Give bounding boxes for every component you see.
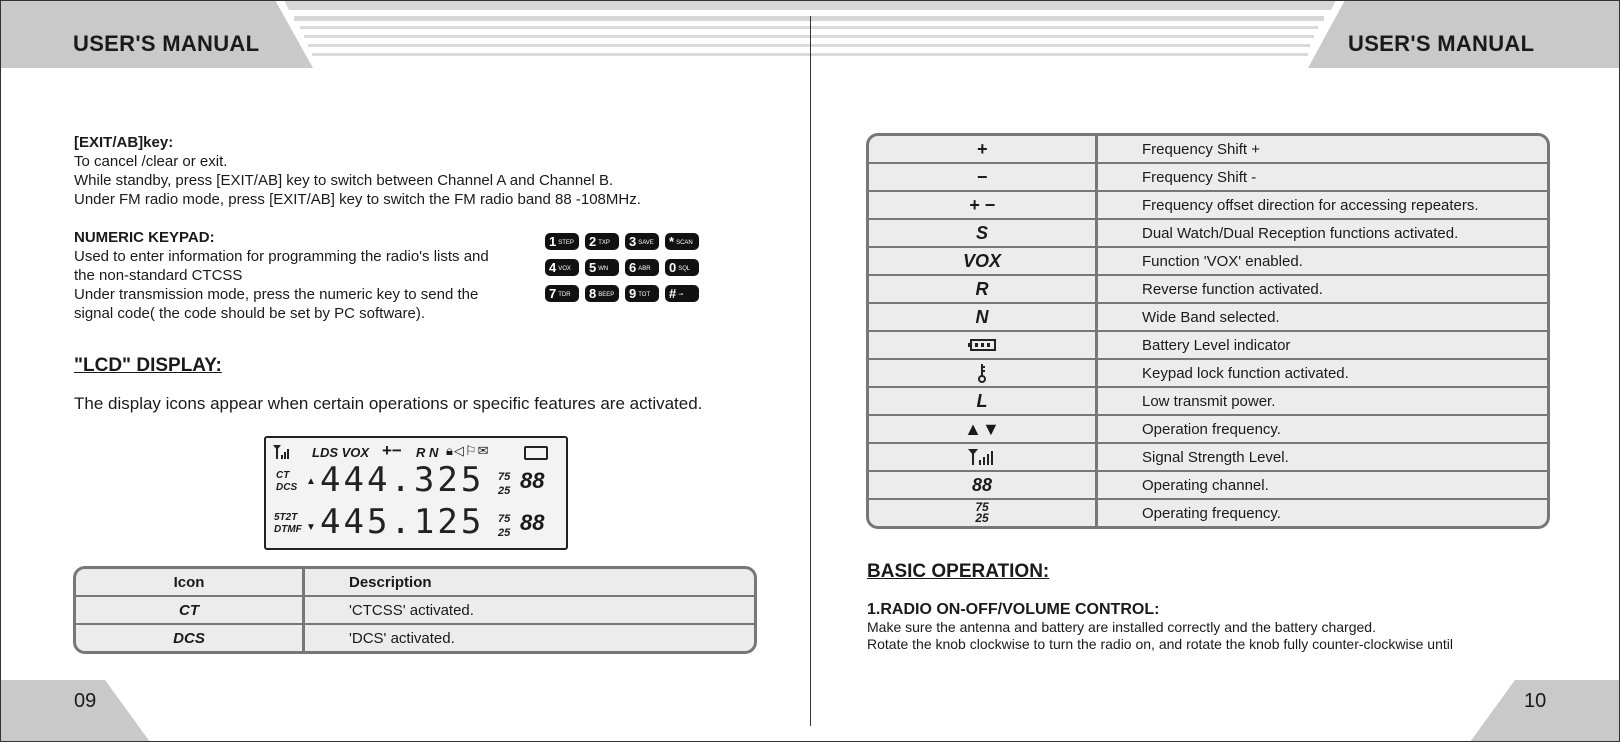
keypad-key-main: 0	[669, 260, 677, 275]
exit-key-line: While standby, press [EXIT/AB] key to switch between Channel A and Channel B.	[74, 172, 614, 189]
lcd-section-title: "LCD" DISPLAY:	[74, 355, 222, 376]
lcd-up-arrow: ▲	[306, 476, 316, 487]
keypad-key-main: #	[669, 286, 677, 301]
numeric-keypad-line: signal code( the code should be set by PC software).	[74, 305, 426, 322]
lcd-row1-sub	[498, 470, 510, 498]
table-cell-description: 'CTCSS' activated.	[304, 596, 755, 624]
lcd-row2-label-a: 5T2T	[274, 512, 298, 523]
exit-key-section	[74, 133, 641, 209]
minus-icon: −	[869, 163, 1097, 191]
icon-description-table	[866, 133, 1550, 529]
lcd-row1-labels	[276, 470, 297, 494]
keypad-key-sub: WN	[598, 266, 609, 272]
table-row	[76, 624, 754, 651]
basic-operation-title: BASIC OPERATION:	[867, 561, 1050, 582]
table-row	[869, 219, 1547, 247]
s-icon: S	[869, 219, 1097, 247]
r-icon: R	[869, 275, 1097, 303]
keypad-key-main: 9	[629, 286, 637, 301]
keypad-key	[625, 285, 659, 302]
table-header-description: Description	[304, 569, 755, 596]
lcd-section-intro: The display icons appear when certain operations or specific features are activated.	[74, 394, 703, 413]
keypad-key-sub: TXP	[598, 240, 610, 246]
keypad-key-sub: SAVE	[638, 240, 654, 246]
keypad-key	[625, 259, 659, 276]
keypad-key	[585, 285, 619, 302]
table-row	[869, 191, 1547, 219]
lcd-row2-sub-bottom: 25	[498, 527, 511, 539]
keypad-key-sub: STEP	[558, 240, 574, 246]
lcd-row2-sub	[498, 512, 510, 540]
keypad-key	[665, 285, 699, 302]
lcd-row1-frequency: 444.325	[320, 460, 485, 500]
table-cell-description: Reverse function activated.	[1097, 275, 1548, 303]
lcd-top-icons: LDS VOX	[312, 445, 370, 460]
table-row	[869, 247, 1547, 275]
table-row	[869, 415, 1547, 443]
keypad-key-sub: SQL	[678, 266, 691, 272]
table-row	[869, 163, 1547, 191]
keypad-key-sub: VOX	[558, 266, 571, 272]
keypad-key-sub: BEEP	[598, 292, 615, 298]
numeric-keypad-heading: NUMERIC KEYPAD:	[74, 229, 215, 246]
lcd-row2-label-b: DTMF	[274, 524, 302, 535]
keypad-key	[625, 233, 659, 250]
exit-key-line: To cancel /clear or exit.	[74, 153, 228, 170]
table-cell-description: 'DCS' activated.	[349, 629, 455, 647]
left-page-title: USER'S MANUAL	[73, 31, 260, 56]
lcd-row1-sub-top: 75	[498, 471, 511, 483]
lcd-row1-label-b: DCS	[276, 482, 298, 493]
lcd-down-arrow: ▼	[306, 522, 316, 533]
keypad-key-main: 7	[549, 286, 557, 301]
lcd-row1-sub-bottom: 25	[498, 485, 511, 497]
signal-icon	[869, 443, 1097, 471]
table-cell-description: Operation frequency.	[1097, 415, 1548, 443]
keypad-key-sub: TOT	[638, 292, 651, 298]
table-cell-description: Keypad lock function activated.	[1097, 359, 1548, 387]
arrows-icon: ▲▼	[869, 415, 1097, 443]
l-icon: L	[869, 387, 1097, 415]
table-cell-description: Dual Watch/Dual Reception functions activated.	[1097, 219, 1548, 247]
table-row	[869, 136, 1547, 163]
exit-key-heading: [EXIT/AB]key:	[74, 134, 174, 151]
battery-icon	[524, 446, 548, 460]
lcd-display-illustration	[264, 436, 568, 550]
numeric-keypad-section	[74, 228, 489, 323]
table-row	[869, 471, 1547, 499]
keypad-key-main: 3	[629, 234, 637, 249]
plus-minus-icon: + −	[869, 191, 1097, 219]
keypad-key-main: 1	[549, 234, 557, 249]
exit-key-line: Under FM radio mode, press [EXIT/AB] key to switch the FM radio band 88 -108MHz.	[74, 191, 641, 208]
basic-operation-line: Rotate the knob clockwise to turn the radio on, and rotate the knob fully counter-clockwise until	[867, 636, 1453, 652]
table-row	[869, 331, 1547, 359]
keypad-key-sub: ⊸	[678, 292, 684, 298]
basic-operation-line: Make sure the antenna and battery are installed correctly and the battery charged.	[867, 619, 1376, 635]
keypad-key	[585, 233, 619, 250]
plus-icon: +	[869, 136, 1097, 163]
keypad-key-main: 8	[589, 286, 597, 301]
lcd-row2-sub-top: 75	[498, 513, 511, 525]
table-cell-description: Operating frequency.	[1142, 504, 1281, 522]
basic-operation-section	[867, 601, 1453, 653]
key-icon	[869, 359, 1097, 387]
table-cell-description: Frequency Shift -	[1097, 163, 1548, 191]
numeric-keypad-line: Under transmission mode, press the numeric key to send the	[74, 286, 479, 303]
battery-icon	[869, 331, 1097, 359]
lcd-row2-labels	[274, 512, 302, 536]
keypad-key	[665, 233, 699, 250]
keypad-key-sub: SCAN	[676, 240, 693, 246]
table-cell-description: Frequency offset direction for accessing repeaters.	[1097, 191, 1548, 219]
page-spine	[810, 16, 811, 726]
table-cell-icon: CT	[76, 596, 304, 624]
table-cell-description: Function 'VOX' enabled.	[1097, 247, 1548, 275]
table-row	[869, 499, 1547, 526]
keypad-key	[545, 259, 579, 276]
table-cell-description: Low transmit power.	[1097, 387, 1548, 415]
keypad-key-main: 2	[589, 234, 597, 249]
lcd-row2-frequency: 445.125	[320, 502, 485, 542]
signal-icon	[272, 444, 292, 460]
table-header-icon: Icon	[76, 569, 304, 596]
basic-operation-subheading: 1.RADIO ON-OFF/VOLUME CONTROL:	[867, 601, 1160, 618]
keypad-key-main: 6	[629, 260, 637, 275]
numeric-keypad-line: the non-standard CTCSS	[74, 267, 243, 284]
frequency-75-25-icon: 75 25	[869, 499, 1097, 526]
table-row	[869, 443, 1547, 471]
keypad-key	[545, 233, 579, 250]
table-cell-icon: DCS	[76, 624, 304, 651]
table-cell-description: Signal Strength Level.	[1097, 443, 1548, 471]
keypad-key-sub: TDR	[558, 292, 571, 298]
table-cell-description: Battery Level indicator	[1097, 331, 1548, 359]
table-cell-description: Wide Band selected.	[1097, 303, 1548, 331]
table-header-row	[76, 569, 754, 596]
lcd-row2-channel: 88	[520, 510, 545, 535]
keypad-key	[665, 259, 699, 276]
table-row	[76, 596, 754, 624]
left-page-number: 09	[74, 690, 97, 712]
keypad-key-main: 5	[589, 260, 597, 275]
table-row	[869, 387, 1547, 415]
lcd-r-n: R N	[416, 445, 439, 460]
table-row	[869, 303, 1547, 331]
lcd-row1-channel: 88	[520, 468, 545, 493]
table-row	[869, 275, 1547, 303]
numeric-keypad-line: Used to enter information for programming the radio's lists and	[74, 248, 489, 265]
lcd-row1-label-a: CT	[276, 470, 290, 481]
keypad-key-main: 4	[549, 260, 557, 275]
lcd-status-icons: 🔒︎◁⚐✉	[446, 443, 490, 458]
table-cell-description: Frequency Shift +	[1097, 136, 1548, 163]
table-row	[869, 359, 1547, 387]
lcd-plus-minus: +−	[382, 441, 402, 460]
right-page-number: 10	[1524, 690, 1547, 712]
n-icon: N	[869, 303, 1097, 331]
channel-88-icon: 88	[869, 471, 1097, 499]
keypad-key	[545, 285, 579, 302]
keypad-key	[585, 259, 619, 276]
vox-icon: VOX	[869, 247, 1097, 275]
lcd-icon-table	[73, 566, 757, 654]
keypad-key-main: *	[669, 234, 675, 249]
keypad-key-sub: ABR	[638, 266, 651, 272]
right-page-title: USER'S MANUAL	[1348, 31, 1535, 56]
table-cell-description: Operating channel.	[1097, 471, 1548, 499]
